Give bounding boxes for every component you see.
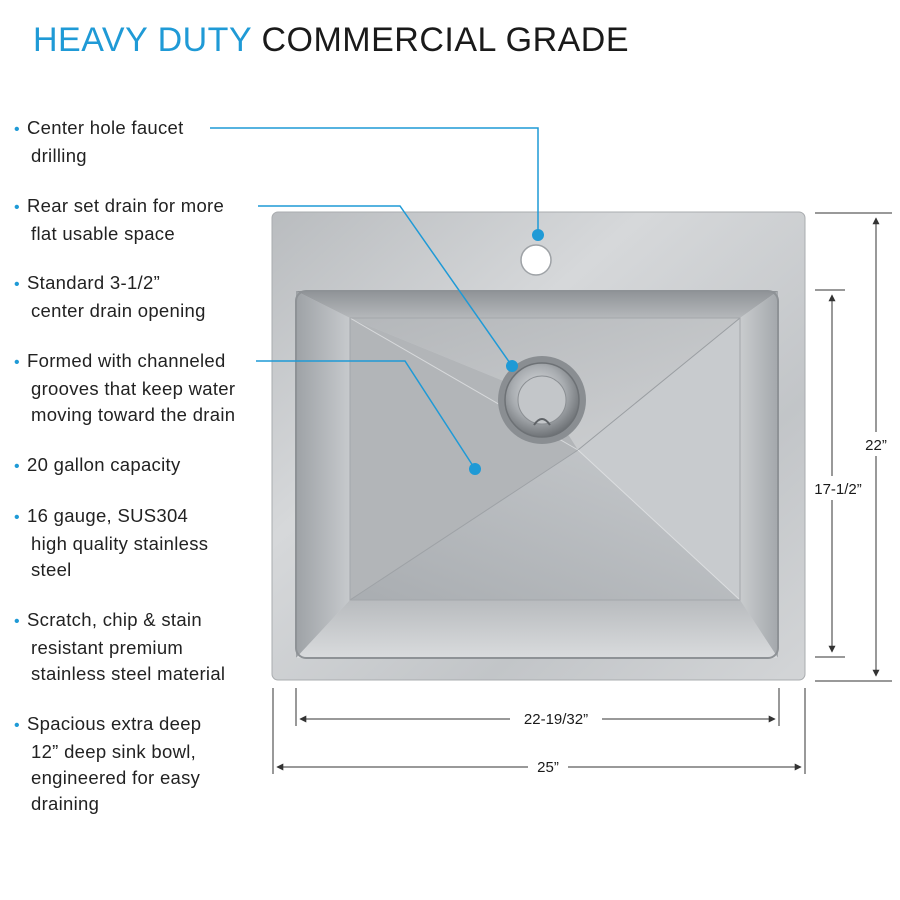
feature-line: center drain opening <box>31 300 206 321</box>
feature-line: 12” deep sink bowl, <box>31 741 197 762</box>
feature-line: 16 gauge, SUS304 <box>27 505 189 526</box>
bowl-right-wall <box>740 291 778 658</box>
feature-line: high quality stainless <box>31 533 209 554</box>
dimension-outer-width <box>273 688 805 776</box>
faucet-hole-icon <box>521 245 551 275</box>
dimension-inner-height <box>814 290 862 657</box>
bowl-left-wall <box>296 291 350 658</box>
dimension-inner-width <box>296 688 779 728</box>
inner-width-label: 22-19/32” <box>523 711 589 728</box>
outer-height-label: 22” <box>865 437 887 454</box>
sink-bowl <box>296 291 778 658</box>
feature-line: grooves that keep water <box>31 378 236 399</box>
feature-line: Formed with channeled <box>27 350 226 371</box>
bullet-icon: • <box>14 613 20 630</box>
callout-dot-icon <box>506 360 518 372</box>
bullet-icon: • <box>14 276 20 293</box>
bullet-icon: • <box>14 509 20 526</box>
feature-line: moving toward the drain <box>31 404 236 425</box>
callout-dot-icon <box>469 463 481 475</box>
feature-line: Standard 3-1/2” <box>27 272 161 293</box>
bullet-icon: • <box>14 717 20 734</box>
feature-line: draining <box>31 793 100 814</box>
bullet-icon: • <box>14 199 20 216</box>
feature-line: Center hole faucet <box>27 117 184 138</box>
bowl-back-wall <box>296 291 778 318</box>
feature-line: Scratch, chip & stain <box>27 609 202 630</box>
dimension-outer-height <box>815 213 892 681</box>
bullet-icon: • <box>14 458 20 475</box>
feature-line: 20 gallon capacity <box>27 454 181 475</box>
feature-line: Rear set drain for more <box>27 195 225 216</box>
bullet-icon: • <box>14 354 20 371</box>
feature-line: flat usable space <box>31 223 175 244</box>
feature-line: Spacious extra deep <box>27 713 202 734</box>
title-rest: COMMERCIAL GRADE <box>261 21 630 59</box>
feature-line: resistant premium <box>31 637 184 658</box>
bowl-front-wall <box>296 600 778 658</box>
feature-line: stainless steel material <box>31 663 226 684</box>
inner-height-label: 17-1/2” <box>814 481 862 498</box>
title-accent: HEAVY DUTY <box>33 21 252 59</box>
callout-dot-icon <box>532 229 544 241</box>
feature-line: engineered for easy <box>31 767 201 788</box>
bullet-icon: • <box>14 121 20 138</box>
feature-line: steel <box>31 559 72 580</box>
outer-width-label: 25” <box>537 759 559 776</box>
feature-line: drilling <box>31 145 87 166</box>
